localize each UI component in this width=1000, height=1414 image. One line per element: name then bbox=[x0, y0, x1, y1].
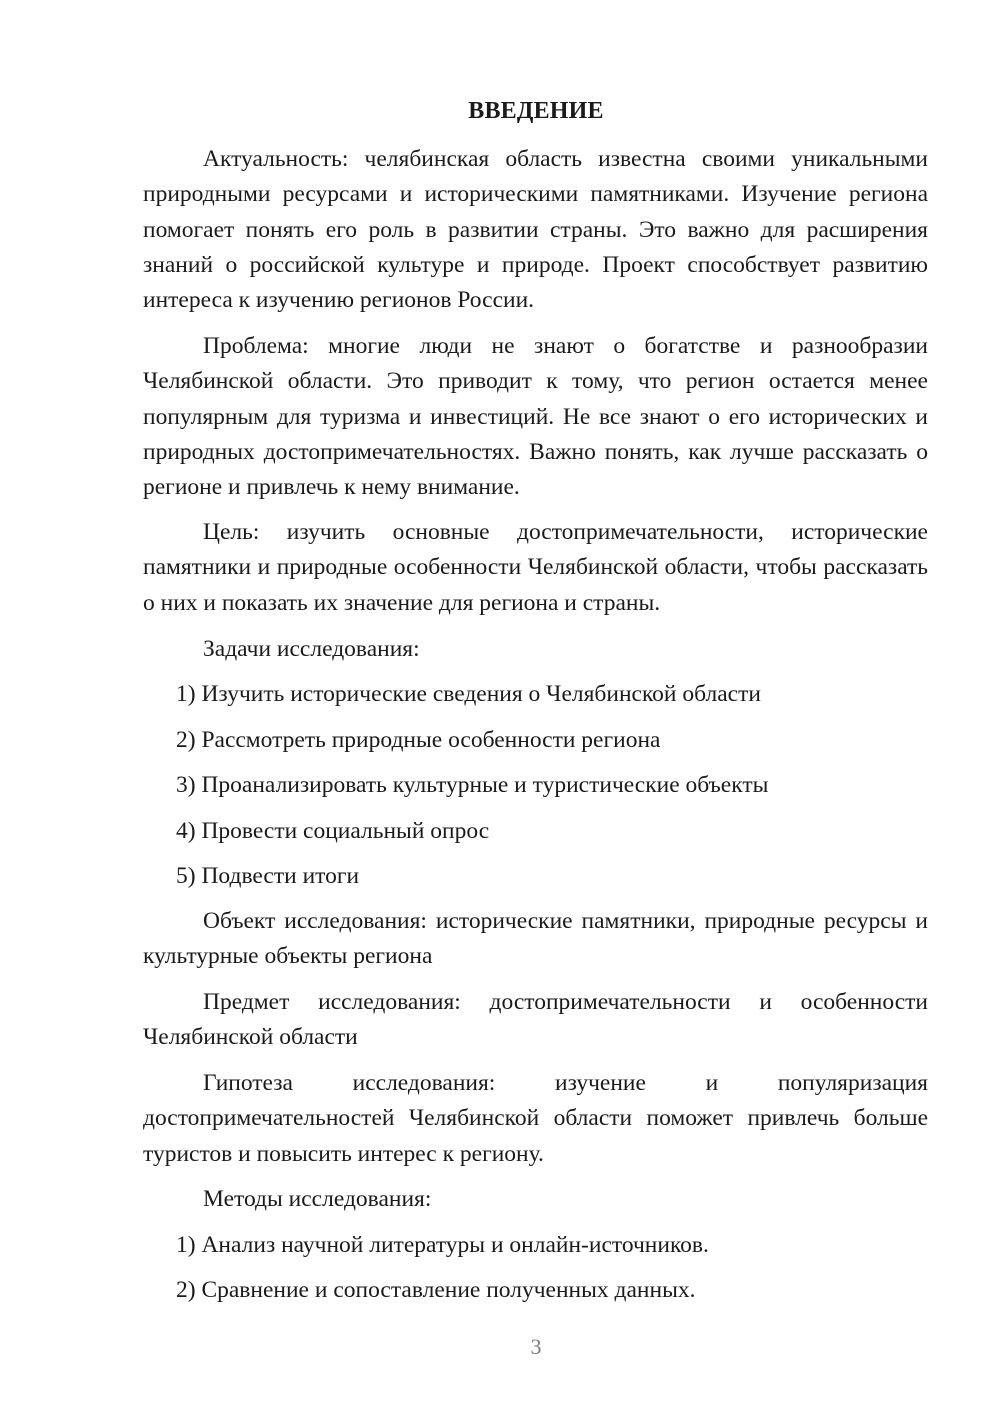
page-number: 3 bbox=[530, 1334, 542, 1359]
method-item-2: 2) Сравнение и сопоставление полученных данных. bbox=[176, 1277, 696, 1303]
task-item-5: 5) Подвести итоги bbox=[176, 863, 360, 889]
problem-paragraph: Проблема: многие люди не знают о богатстве и разнообразии Челябинской области. Это приводит к тому, что регион остается менее популярным для туризма и инвестиций. Не все знают о его исторических и природных достопримечательностях. Важно понять, как лучше рассказать о регионе и привлечь к нему внимание. bbox=[143, 333, 928, 501]
goal-paragraph: Цель: изучить основные достопримечательности, исторические памятники и природные особенности Челябинской области, чтобы рассказать о них и показать их значение для региона и страны. bbox=[143, 519, 928, 616]
task-item-1: 1) Изучить исторические сведения о Челябинской области bbox=[176, 681, 761, 707]
task-item-3: 3) Проанализировать культурные и туристические объекты bbox=[176, 772, 769, 798]
object-paragraph: Объект исследования: исторические памятники, природные ресурсы и культурные объекты региона bbox=[143, 908, 928, 970]
methods-heading: Методы исследования: bbox=[203, 1186, 432, 1212]
task-item-2: 2) Рассмотреть природные особенности региона bbox=[176, 727, 661, 753]
relevance-paragraph: Актуальность: челябинская область известна своими уникальными природными ресурсами и историческими памятниками. Изучение региона помогает понять его роль в развитии страны. Это важно для расширения знаний о российской культуре и природе. Проект способствует развитию интереса к изучению регионов России. bbox=[143, 146, 928, 314]
method-item-1: 1) Анализ научной литературы и онлайн-источников. bbox=[176, 1232, 709, 1258]
section-title: ВВЕДЕНИЕ bbox=[468, 98, 604, 124]
task-item-4: 4) Провести социальный опрос bbox=[176, 818, 490, 844]
hypothesis-paragraph: Гипотеза исследования: изучение и популяризация достопримечательностей Челябинской области поможет привлечь больше туристов и повысить интерес к региону. bbox=[143, 1070, 928, 1167]
tasks-heading: Задачи исследования: bbox=[203, 636, 420, 662]
subject-paragraph: Предмет исследования: достопримечательности и особенности Челябинской области bbox=[143, 989, 928, 1051]
